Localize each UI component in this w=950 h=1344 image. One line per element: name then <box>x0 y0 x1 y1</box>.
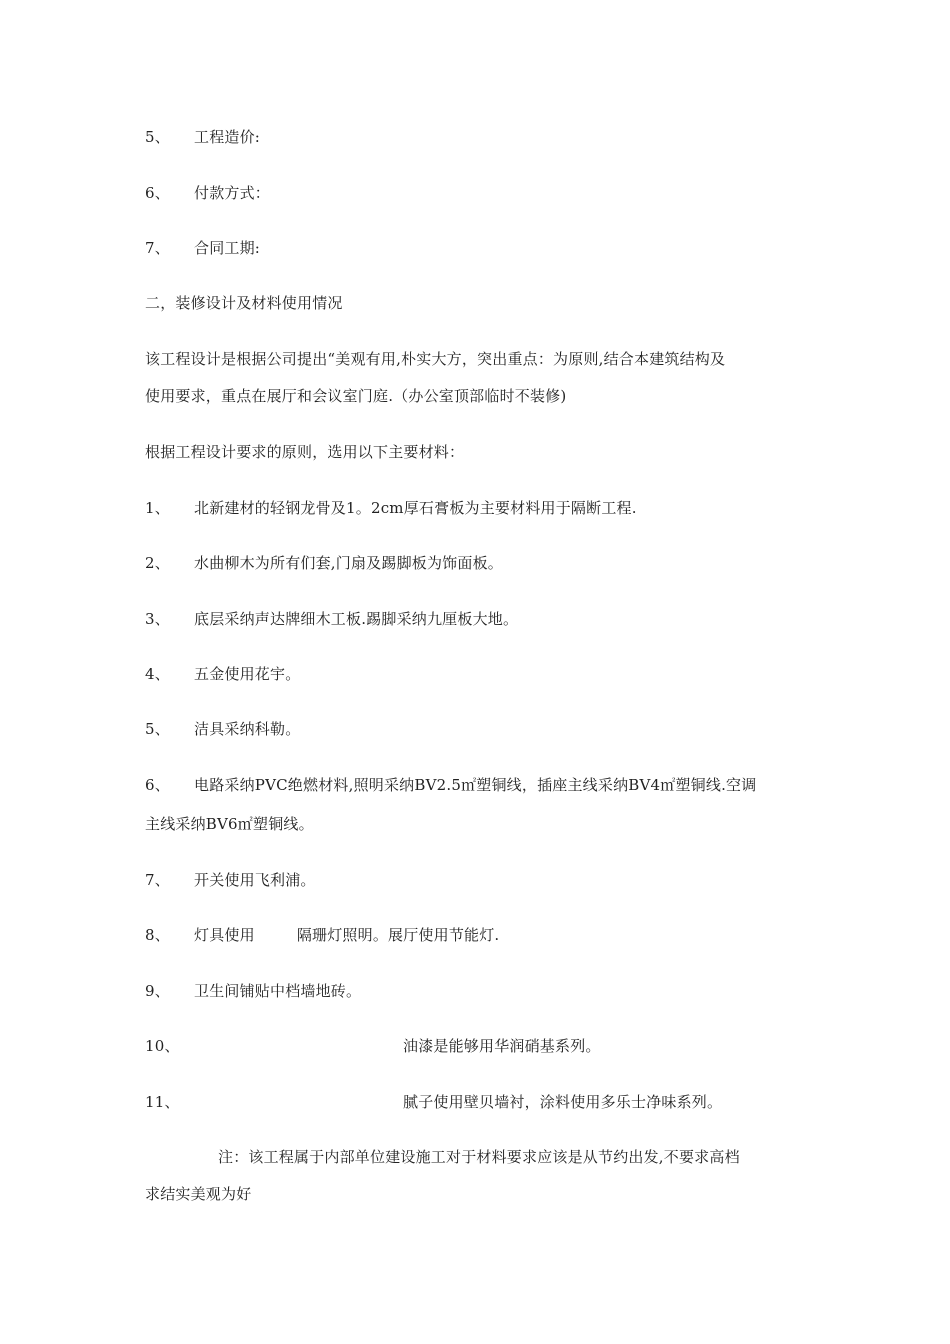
item-text: 卫生间铺贴中档墙地砖。 <box>194 982 362 1000</box>
note-line-1: 注：该工程属于内部单位建设施工对于材料要求应该是从节约出发,不要求高档 <box>218 1148 740 1166</box>
materials-heading: 根据工程设计要求的原则，选用以下主要材料： <box>145 443 465 461</box>
item-number: 6、 <box>145 184 170 202</box>
item-number: 6、 <box>145 776 170 794</box>
section-title: 二，装修设计及材料使用情况 <box>145 294 343 312</box>
item-number: 3、 <box>145 610 170 628</box>
item-number: 5、 <box>145 720 170 738</box>
material-item-continuation: 主线采纳BV6㎡塑铜线。 <box>145 815 314 833</box>
item-text: 腻子使用壁贝墙衬，涂料使用多乐士净味系列。 <box>403 1093 723 1111</box>
item-text: 付款方式： <box>194 184 271 202</box>
item-text: 合同工期: <box>194 239 261 257</box>
item-text: 工程造价: <box>194 128 261 146</box>
item-number: 9、 <box>145 982 170 1000</box>
item-number: 10、 <box>145 1037 180 1055</box>
note-line-2: 求结实美观为好 <box>145 1185 252 1203</box>
item-text: 洁具采纳科勒。 <box>194 720 301 738</box>
item-text-part-a: 灯具使用 <box>194 926 255 944</box>
item-number: 7、 <box>145 871 170 889</box>
item-text: 开关使用飞利浦。 <box>194 871 316 889</box>
item-text: 油漆是能够用华润硝基系列。 <box>403 1037 601 1055</box>
item-text: 北新建材的轻钢龙骨及1。2cm厚石膏板为主要材料用于隔断工程. <box>194 499 637 517</box>
intro-line-1: 该工程设计是根据公司提出“美观有用,朴实大方，突出重点：为原则,结合本建筑结构及 <box>145 350 726 368</box>
item-number: 2、 <box>145 554 170 572</box>
item-number: 7、 <box>145 239 170 257</box>
item-number: 11、 <box>145 1093 180 1111</box>
item-text: 水曲柳木为所有们套,门扇及踢脚板为饰面板。 <box>194 554 503 572</box>
item-text: 底层采纳声达牌细木工板.踢脚采纳九厘板大地。 <box>194 610 519 628</box>
item-number: 4、 <box>145 665 170 683</box>
item-text <box>194 922 499 948</box>
item-number: 1、 <box>145 499 170 517</box>
item-text-part-b: 隔珊灯照明。展厅使用节能灯. <box>296 926 500 944</box>
intro-line-2: 使用要求，重点在展厅和会议室门庭.（办公室顶部临时不装修) <box>145 387 567 405</box>
item-number: 8、 <box>145 926 170 944</box>
item-text: 五金使用花宇。 <box>194 665 301 683</box>
item-number: 5、 <box>145 128 170 146</box>
item-text: 电路采纳PVC绝燃材料,照明采纳BV2.5㎡塑铜线，插座主线采纳BV4㎡塑铜线.空调 <box>194 776 757 794</box>
